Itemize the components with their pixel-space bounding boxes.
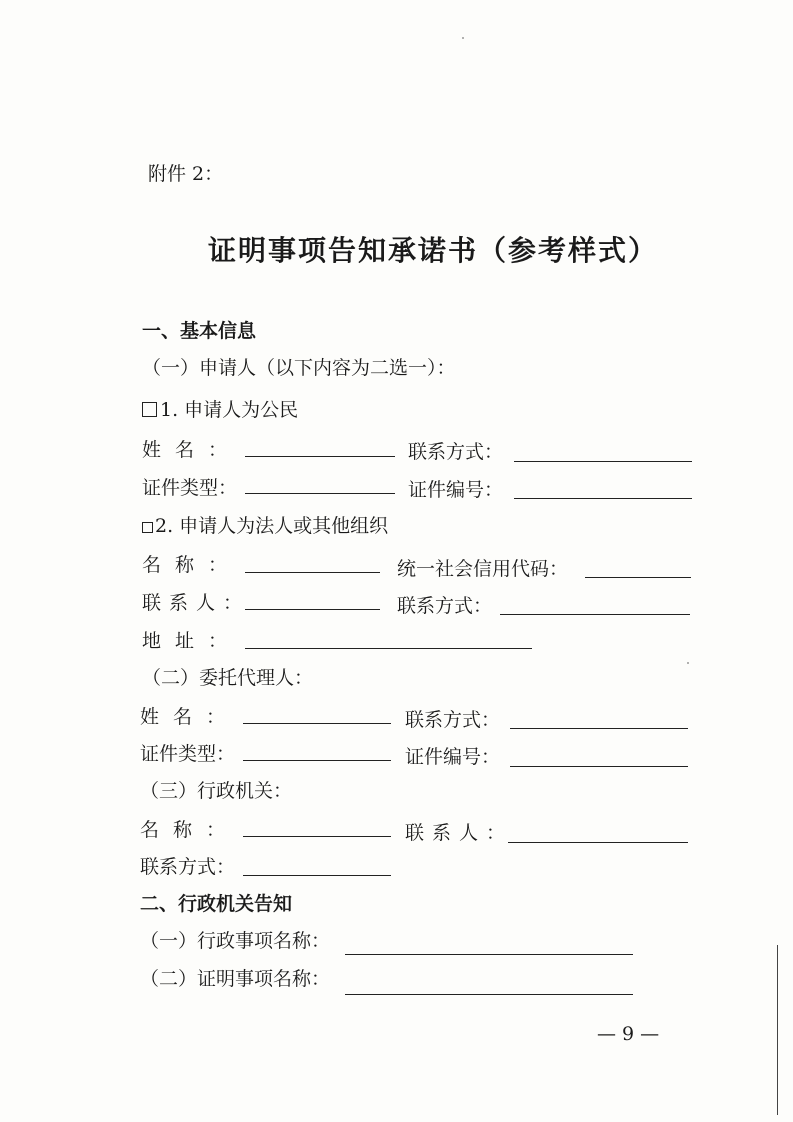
organization-option-label: 2. 申请人为法人或其他组织	[155, 515, 389, 537]
agent-contact-field[interactable]	[510, 728, 688, 729]
matter-name-label: （一）行政事项名称：	[140, 930, 331, 952]
scan-speck	[687, 662, 689, 664]
agent-name-label: 姓名：	[140, 706, 240, 728]
attachment-label: 附件 2：	[148, 163, 224, 185]
agent-contact-label: 联系方式：	[405, 709, 501, 731]
page-number: — 9 —	[597, 1023, 660, 1045]
agency-heading: （三）行政机关：	[140, 780, 293, 802]
proof-name-field[interactable]	[345, 994, 633, 995]
citizen-id-number-field[interactable]	[514, 498, 692, 499]
document-title: 证明事项告知承诺书（参考样式）	[208, 234, 659, 267]
agent-heading: （二）委托代理人：	[142, 667, 314, 689]
scan-speck	[462, 37, 464, 39]
matter-name-field[interactable]	[345, 954, 633, 955]
org-address-label: 地址：	[142, 630, 242, 652]
org-name-label: 名称：	[142, 554, 242, 576]
agency-contact-person-field[interactable]	[508, 842, 688, 843]
applicant-heading: （一）申请人（以下内容为二选一）：	[142, 357, 456, 379]
citizen-option-label: 1. 申请人为公民	[160, 399, 299, 421]
agent-id-type-field[interactable]	[243, 760, 391, 761]
org-address-field[interactable]	[245, 648, 532, 649]
agent-name-field[interactable]	[243, 723, 391, 724]
citizen-checkbox[interactable]	[142, 402, 157, 417]
org-contact-person-field[interactable]	[245, 609, 380, 610]
section-2-heading: 二、行政机关告知	[140, 893, 293, 915]
agent-id-number-field[interactable]	[510, 766, 688, 767]
organization-option	[142, 514, 388, 538]
agency-name-label: 名称：	[140, 819, 240, 841]
org-contact-field[interactable]	[500, 614, 690, 615]
citizen-name-field[interactable]	[245, 456, 395, 457]
citizen-option	[142, 398, 298, 422]
citizen-contact-field[interactable]	[514, 461, 692, 462]
agency-contact-field[interactable]	[243, 875, 391, 876]
org-contact-label: 联系方式：	[397, 595, 493, 617]
agency-name-field[interactable]	[243, 836, 391, 837]
section-1-heading: 一、基本信息	[142, 320, 257, 342]
proof-name-label: （二）证明事项名称：	[140, 968, 331, 990]
agent-id-number-label: 证件编号：	[405, 746, 501, 768]
scan-edge-line	[777, 945, 778, 1115]
org-credit-code-label: 统一社会信用代码：	[397, 558, 569, 580]
org-contact-person-label: 联系人：	[142, 592, 251, 614]
citizen-id-number-label: 证件编号：	[408, 479, 504, 501]
citizen-contact-label: 联系方式：	[408, 441, 504, 463]
citizen-name-label: 姓名：	[142, 439, 242, 461]
org-name-field[interactable]	[245, 572, 380, 573]
agency-contact-label: 联系方式：	[140, 856, 236, 878]
agent-id-type-label: 证件类型：	[140, 743, 236, 765]
org-credit-code-field[interactable]	[585, 577, 691, 578]
organization-checkbox[interactable]	[142, 522, 153, 533]
citizen-id-type-field[interactable]	[245, 493, 395, 494]
citizen-id-type-label: 证件类型：	[142, 477, 238, 499]
agency-contact-person-label: 联系人：	[405, 822, 514, 844]
